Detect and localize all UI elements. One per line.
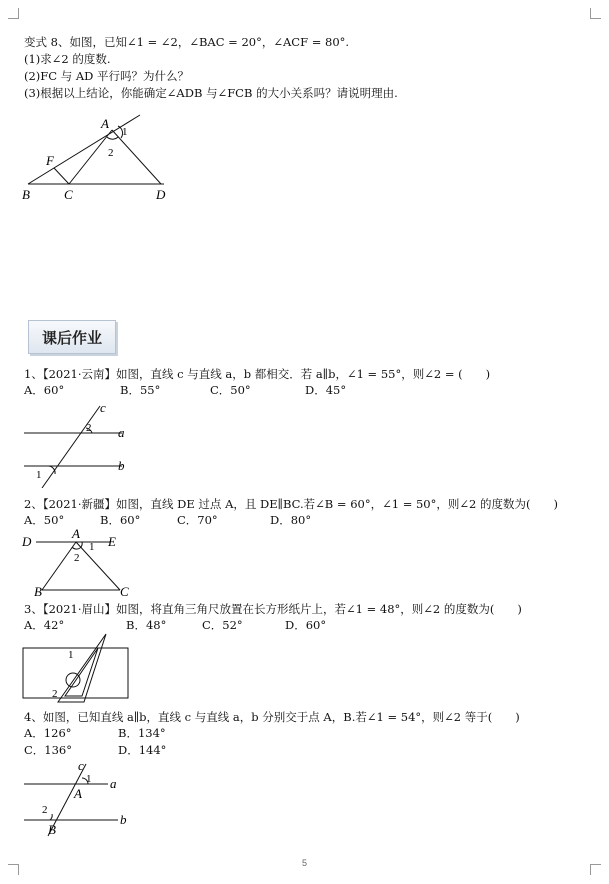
label-two: 2	[52, 688, 58, 700]
example-title: 变式 8、如图，已知∠1 = ∠2，∠BAC = 20°，∠ACF = 80°.	[24, 35, 350, 49]
segment-fc	[54, 168, 69, 184]
label-two: 2	[108, 147, 114, 159]
label-one: 1	[68, 649, 74, 661]
example-question-2: (2)FC 与 AD 平行吗？为什么？	[24, 69, 190, 83]
label-a-line: a	[110, 776, 117, 791]
crop-mark-top-right	[590, 8, 601, 19]
label-b-line: b	[120, 812, 127, 827]
segment-ac	[76, 542, 120, 590]
problem-2-figure	[18, 528, 143, 598]
problem-1-option-c: C．50°	[210, 383, 251, 397]
problem-3-stem: 3、【2021·眉山】如图，将直角三角尺放置在长方形纸片上，若∠1 = 48°，则∠2 的度数为( )	[24, 602, 522, 616]
problem-3-option-c: C．52°	[202, 618, 243, 632]
problem-3-option-b: B．48°	[126, 618, 167, 632]
segment-ad	[112, 130, 161, 184]
problem-4-stem: 4、如图，已知直线 a∥b，直线 c 与直线 a，b 分别交于点 A，B.若∠1 = 54°，则∠2 等于( )	[24, 710, 520, 724]
label-e: E	[108, 534, 116, 549]
section-title-badge: 课后作业	[28, 320, 116, 354]
line-c	[42, 406, 100, 488]
problem-4-option-d: D．144°	[118, 743, 167, 757]
label-two: 2	[86, 422, 92, 434]
problem-3-figure	[18, 632, 138, 704]
label-c: c	[100, 400, 106, 415]
label-a: A	[101, 116, 109, 131]
problem-1-stem: 1、【2021·云南】如图，直线 c 与直线 a，b 都相交．若 a∥b，∠1 = 55°，则∠2 = ( )	[24, 367, 491, 381]
label-a: A	[72, 528, 80, 541]
label-one: 1	[86, 773, 92, 785]
label-a-point: A	[74, 786, 82, 801]
label-d: D	[156, 187, 166, 202]
label-b: B	[34, 584, 42, 598]
problem-2-option-b: B．60°	[100, 513, 141, 527]
label-one: 1	[122, 126, 128, 138]
problem-1-option-a: A．60°	[24, 383, 65, 397]
problem-1-option-d: D．45°	[305, 383, 347, 397]
label-c: C	[64, 187, 73, 202]
label-c: c	[78, 760, 84, 773]
example-figure	[18, 112, 178, 207]
label-a: a	[118, 425, 125, 440]
label-b: B	[22, 187, 30, 202]
problem-4-option-c: C．136°	[24, 743, 72, 757]
segment-ac	[69, 130, 112, 184]
problem-2-option-c: C．70°	[177, 513, 218, 527]
label-one: 1	[89, 541, 95, 553]
problem-2-option-d: D．80°	[270, 513, 312, 527]
example-question-1: (1)求∠2 的度数.	[24, 52, 111, 66]
problem-2-stem: 2、【2021·新疆】如图，直线 DE 过点 A，且 DE∥BC.若∠B = 60°，∠1 = 50°，则∠2 的度数为( )	[24, 497, 558, 511]
label-b: b	[118, 458, 125, 473]
problem-2-option-a: A．50°	[24, 513, 65, 527]
problem-1-option-b: B．55°	[120, 383, 161, 397]
label-f: F	[46, 153, 54, 168]
angle-arc-1	[48, 466, 55, 474]
segment-ab	[42, 542, 76, 590]
triangle-ruler-outer	[58, 634, 106, 702]
angle-arc-1	[80, 542, 82, 548]
angle-arc-2	[107, 137, 118, 139]
crop-mark-top-left	[8, 8, 19, 19]
label-two: 2	[42, 804, 48, 816]
angle-arc-2	[50, 814, 52, 820]
page-number: 5	[301, 858, 307, 868]
angle-arc-2	[72, 547, 80, 549]
label-one: 1	[36, 469, 42, 481]
label-c: C	[120, 584, 129, 598]
problem-3-option-d: D．60°	[285, 618, 327, 632]
problem-4-option-b: B．134°	[118, 726, 166, 740]
problem-4-option-a: A．126°	[24, 726, 72, 740]
problem-4-figure	[18, 760, 148, 840]
example-question-3: (3)根据以上结论，你能确定∠ADB 与∠FCB 的大小关系吗？请说明理由.	[24, 86, 398, 100]
label-two: 2	[74, 552, 80, 564]
problem-3-option-a: A．42°	[24, 618, 65, 632]
problem-1-figure	[18, 398, 148, 488]
label-b-point: B	[48, 822, 56, 837]
label-d: D	[22, 534, 32, 549]
